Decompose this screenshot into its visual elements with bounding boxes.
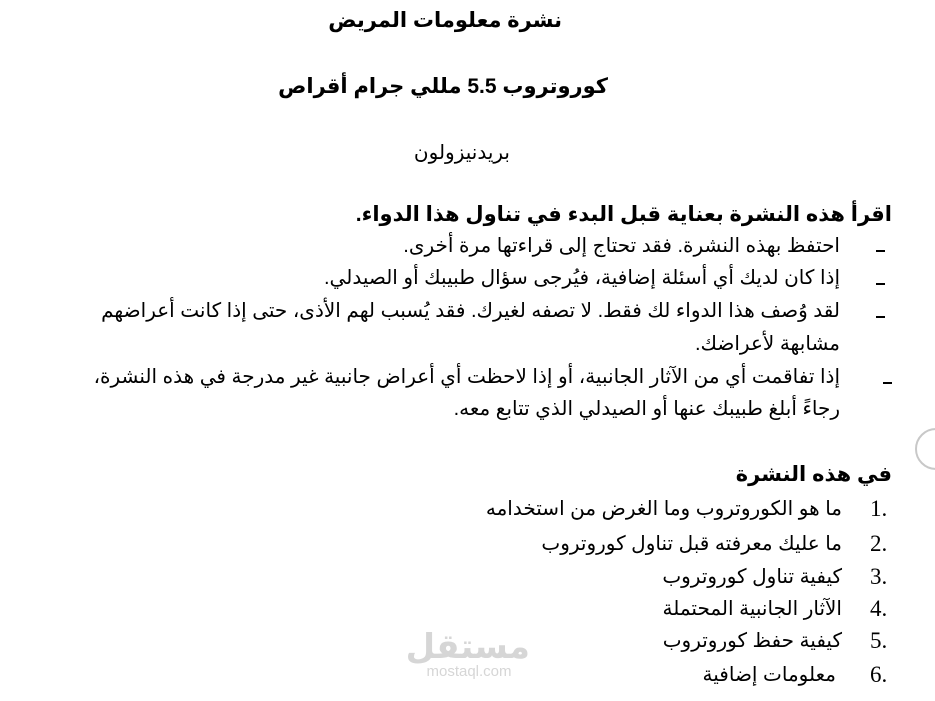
intro-heading: اقرأ هذه النشرة بعناية قبل البدء في تناول هذا الدواء. [355, 203, 892, 226]
toc-label: معلومات إضافية [702, 664, 836, 686]
bullet-text-continued: رجاءً أبلغ طبيبك عنها أو الصيدلي الذي تتابع معه. [453, 398, 840, 420]
scroll-indicator[interactable] [915, 428, 935, 470]
bullet-text: إذا كان لديك أي أسئلة إضافية، فيُرجى سؤال طبيبك أو الصيدلي. [324, 267, 840, 289]
dash-bullet-icon [876, 250, 885, 252]
toc-number: 5. [870, 628, 888, 653]
bullet-text-continued: مشابهة لأعراضك. [694, 333, 840, 355]
dash-bullet-icon [876, 316, 885, 318]
product-name: كوروتروب 5.5 مللي جرام أقراص [278, 75, 608, 98]
toc-number: 2. [870, 531, 888, 556]
toc-number: 4. [870, 596, 888, 621]
bullet-text: لقد وُصف هذا الدواء لك فقط. لا تصفه لغيرك. فقد يُسبب لهم الأذى، حتى إذا كانت أعراضهم [101, 300, 840, 322]
dash-bullet-icon [876, 283, 885, 285]
toc-label: كيفية تناول كوروتروب [662, 566, 842, 588]
toc-label: الآثار الجانبية المحتملة [662, 598, 842, 620]
toc-number: 1. [870, 496, 888, 521]
toc-number: 3. [870, 564, 888, 589]
toc-number: 6. [870, 662, 888, 687]
watermark [405, 628, 530, 680]
document-title: نشرة معلومات المريض [328, 9, 562, 32]
active-ingredient: بريدنيزولون [413, 142, 510, 164]
toc-label: كيفية حفظ كوروتروب [662, 630, 842, 652]
bullet-text: إذا تفاقمت أي من الآثار الجانبية، أو إذا لاحظت أي أعراض جانبية غير مدرجة في هذه النشرة، [93, 366, 840, 388]
watermark-latin: mostaql.com [426, 663, 512, 680]
toc-label: ما عليك معرفته قبل تناول كوروتروب [541, 533, 842, 555]
watermark-arabic: مستقل [405, 628, 530, 666]
toc-label: ما هو الكوروتروب وما الغرض من استخدامه [485, 498, 842, 520]
bullet-text: احتفظ بهذه النشرة. فقد تحتاج إلى قراءتها مرة أخرى. [403, 235, 840, 257]
toc-heading: في هذه النشرة [735, 463, 892, 486]
dash-bullet-icon [883, 382, 892, 384]
